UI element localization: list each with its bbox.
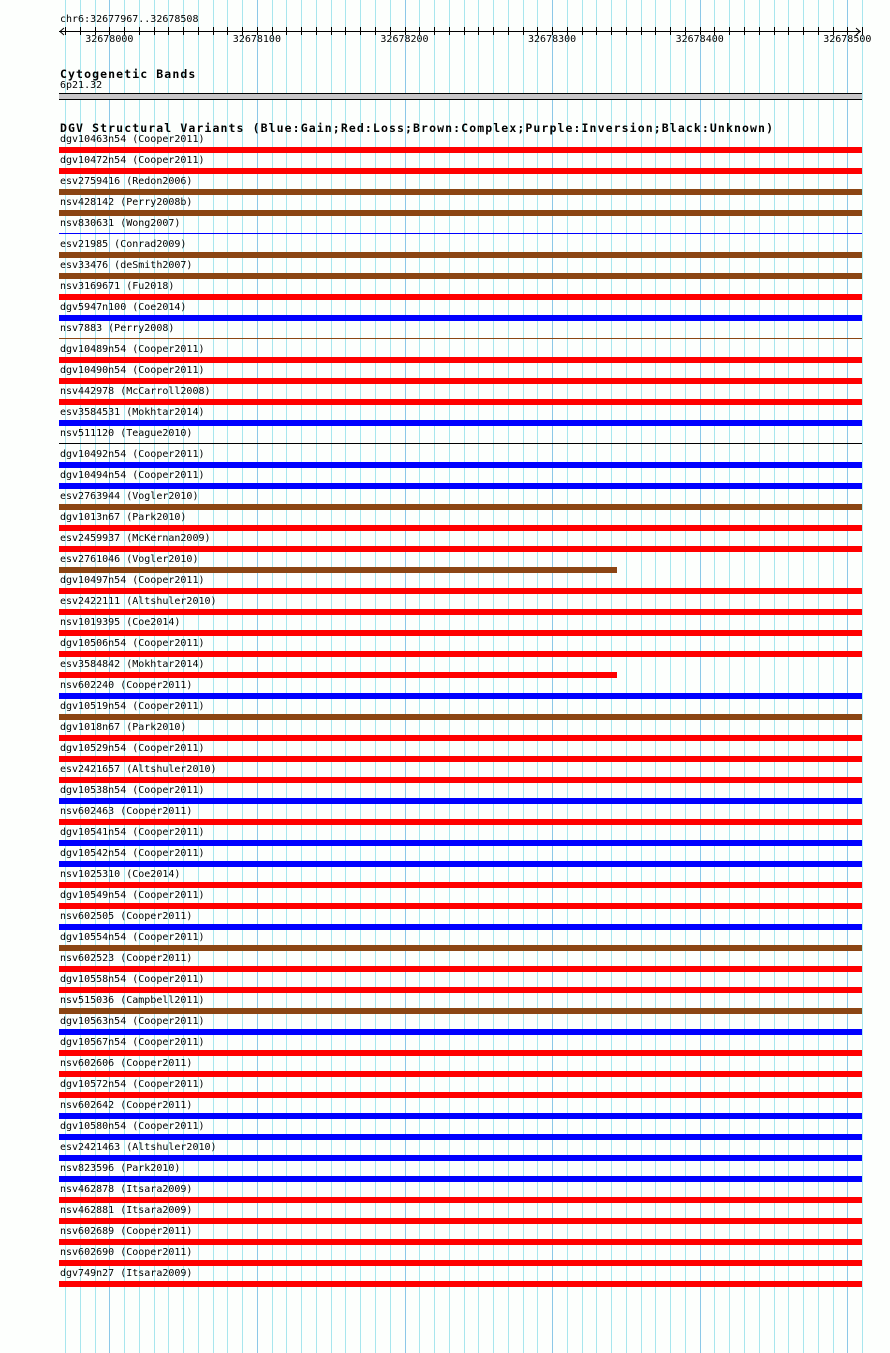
sv-feature-label[interactable]: dgv1018n67 (Park2010)	[60, 722, 187, 733]
sv-feature-label[interactable]: dgv10572n54 (Cooper2011)	[60, 1079, 205, 1090]
ruler-tick-label: 32678500	[823, 34, 872, 45]
ruler-tick-label: 32678200	[380, 34, 429, 45]
sv-feature-label[interactable]: nsv602463 (Cooper2011)	[60, 806, 193, 817]
sv-feature-label[interactable]: nsv823596 (Park2010)	[60, 1163, 181, 1174]
sv-feature-bar-red[interactable]	[59, 588, 862, 594]
sv-feature-bar-blue[interactable]	[59, 1155, 862, 1161]
sv-feature-label[interactable]: esv3584842 (Mokhtar2014)	[60, 659, 205, 670]
sv-feature-bar-blue[interactable]	[59, 1113, 862, 1119]
sv-feature-label[interactable]: nsv7883 (Perry2008)	[60, 323, 175, 334]
sv-feature-label[interactable]: esv2759416 (Redon2006)	[60, 176, 193, 187]
sv-feature-label[interactable]: esv21985 (Conrad2009)	[60, 239, 187, 250]
sv-feature-label[interactable]: dgv10463n54 (Cooper2011)	[60, 134, 205, 145]
sv-feature-bar-red[interactable]	[59, 147, 862, 153]
sv-feature-bar-brown[interactable]	[59, 1008, 862, 1014]
cytoband-bar[interactable]	[59, 93, 862, 100]
sv-feature-label[interactable]: dgv10492n54 (Cooper2011)	[60, 449, 205, 460]
sv-feature-bar-red[interactable]	[59, 882, 862, 888]
sv-feature-bar-red[interactable]	[59, 966, 862, 972]
ruler-tick-label: 32678300	[528, 34, 577, 45]
sv-feature-label[interactable]: esv2421657 (Altshuler2010)	[60, 764, 217, 775]
sv-feature-label[interactable]: nsv428142 (Perry2008b)	[60, 197, 193, 208]
sv-feature-bar-black[interactable]	[59, 443, 862, 444]
sv-feature-label[interactable]: esv2459937 (McKernan2009)	[60, 533, 211, 544]
sv-feature-bar-red[interactable]	[59, 1239, 862, 1245]
cytoband-track-title[interactable]: Cytogenetic Bands	[60, 67, 197, 81]
sv-feature-label[interactable]: dgv10490n54 (Cooper2011)	[60, 365, 205, 376]
sv-feature-label[interactable]: dgv10538n54 (Cooper2011)	[60, 785, 205, 796]
sv-feature-bar-brown[interactable]	[59, 945, 862, 951]
sv-feature-bar-blue[interactable]	[59, 693, 862, 699]
sv-feature-label[interactable]: nsv1025310 (Coe2014)	[60, 869, 181, 880]
sv-feature-label[interactable]: nsv462878 (Itsara2009)	[60, 1184, 193, 1195]
sv-feature-label[interactable]: dgv10497n54 (Cooper2011)	[60, 575, 205, 586]
sv-feature-label[interactable]: esv2421463 (Altshuler2010)	[60, 1142, 217, 1153]
sv-feature-bar-blue[interactable]	[59, 798, 862, 804]
sv-feature-bar-brown[interactable]	[59, 273, 862, 279]
sv-feature-label[interactable]: dgv10506n54 (Cooper2011)	[60, 638, 205, 649]
ruler-tick-label: 32678400	[675, 34, 724, 45]
ruler-tick-label: 32678100	[232, 34, 281, 45]
sv-feature-label[interactable]: nsv511120 (Teague2010)	[60, 428, 193, 439]
sv-feature-label[interactable]: esv2763944 (Vogler2010)	[60, 491, 199, 502]
sv-feature-label[interactable]: dgv10529n54 (Cooper2011)	[60, 743, 205, 754]
sv-feature-bar-red[interactable]	[59, 378, 862, 384]
sv-feature-label[interactable]: dgv5947n100 (Coe2014)	[60, 302, 187, 313]
sv-feature-bar-brown[interactable]	[59, 252, 862, 258]
sv-feature-bar-red[interactable]	[59, 294, 862, 300]
sv-feature-bar-red[interactable]	[59, 1260, 862, 1266]
sv-feature-bar-red[interactable]	[59, 735, 862, 741]
sv-feature-label[interactable]: nsv602240 (Cooper2011)	[60, 680, 193, 691]
sv-feature-label[interactable]: nsv515036 (Campbell2011)	[60, 995, 205, 1006]
sv-feature-bar-red[interactable]	[59, 1071, 862, 1077]
sv-feature-bar-red[interactable]	[59, 903, 862, 909]
sv-feature-label[interactable]: dgv10549n54 (Cooper2011)	[60, 890, 205, 901]
sv-feature-bar-red[interactable]	[59, 987, 862, 993]
sv-feature-label[interactable]: esv3584531 (Mokhtar2014)	[60, 407, 205, 418]
sv-feature-label[interactable]: dgv749n27 (Itsara2009)	[60, 1268, 193, 1279]
sv-feature-bar-red[interactable]	[59, 357, 862, 363]
sv-feature-label[interactable]: dgv10567n54 (Cooper2011)	[60, 1037, 205, 1048]
sv-feature-label[interactable]: nsv602523 (Cooper2011)	[60, 953, 193, 964]
cytoband-label: 6p21.32	[60, 80, 103, 91]
sv-feature-bar-red[interactable]	[59, 1281, 862, 1287]
sv-feature-bar-red[interactable]	[59, 1050, 862, 1056]
sv-feature-bar-red[interactable]	[59, 546, 862, 552]
sv-feature-bar-brown[interactable]	[59, 714, 862, 720]
sv-feature-bar-brown[interactable]	[59, 504, 862, 510]
sv-feature-bar-blue[interactable]	[59, 924, 862, 930]
sv-feature-bar-brown[interactable]	[59, 567, 617, 573]
sv-feature-label[interactable]: esv2761046 (Vogler2010)	[60, 554, 199, 565]
sv-feature-bar-red[interactable]	[59, 672, 617, 678]
sv-feature-bar-red[interactable]	[59, 1197, 862, 1203]
ruler-tick-label: 32678000	[85, 34, 134, 45]
sv-feature-label[interactable]: nsv602689 (Cooper2011)	[60, 1226, 193, 1237]
sv-feature-label[interactable]: dgv10558n54 (Cooper2011)	[60, 974, 205, 985]
sv-feature-bar-blue[interactable]	[59, 315, 862, 321]
sv-feature-bar-brown[interactable]	[59, 210, 862, 216]
sv-feature-label[interactable]: dgv10541n54 (Cooper2011)	[60, 827, 205, 838]
sv-feature-bar-red[interactable]	[59, 609, 862, 615]
sv-feature-label[interactable]: nsv462881 (Itsara2009)	[60, 1205, 193, 1216]
sv-feature-label[interactable]: nsv602642 (Cooper2011)	[60, 1100, 193, 1111]
sv-feature-label[interactable]: dgv10519n54 (Cooper2011)	[60, 701, 205, 712]
sv-feature-bar-blue[interactable]	[59, 1134, 862, 1140]
sv-feature-bar-brown[interactable]	[59, 338, 862, 339]
sv-feature-label[interactable]: dgv10554n54 (Cooper2011)	[60, 932, 205, 943]
sv-feature-label[interactable]: dgv10542n54 (Cooper2011)	[60, 848, 205, 859]
sv-feature-bar-blue[interactable]	[59, 840, 862, 846]
sv-feature-bar-blue[interactable]	[59, 420, 862, 426]
sv-feature-bar-blue[interactable]	[59, 861, 862, 867]
sv-feature-label[interactable]: dgv10472n54 (Cooper2011)	[60, 155, 205, 166]
sv-feature-label[interactable]: nsv602690 (Cooper2011)	[60, 1247, 193, 1258]
sv-feature-bar-red[interactable]	[59, 651, 862, 657]
sv-feature-label[interactable]: dgv1013n67 (Park2010)	[60, 512, 187, 523]
sv-feature-label[interactable]: esv2422111 (Altshuler2010)	[60, 596, 217, 607]
sv-feature-bar-red[interactable]	[59, 630, 862, 636]
sv-feature-bar-brown[interactable]	[59, 189, 862, 195]
sv-feature-label[interactable]: nsv830631 (Wong2007)	[60, 218, 181, 229]
sv-track-title[interactable]: DGV Structural Variants (Blue:Gain;Red:Loss;Brown:Complex;Purple:Inversion;Black:Unknown)	[60, 121, 775, 135]
sv-feature-bar-blue[interactable]	[59, 462, 862, 468]
sv-feature-bar-red[interactable]	[59, 525, 862, 531]
sv-feature-bar-red[interactable]	[59, 168, 862, 174]
sv-feature-bar-red[interactable]	[59, 1092, 862, 1098]
sv-feature-bar-red[interactable]	[59, 819, 862, 825]
sv-feature-label[interactable]: nsv602606 (Cooper2011)	[60, 1058, 193, 1069]
sv-feature-bar-blue[interactable]	[59, 483, 862, 489]
sv-feature-label[interactable]: esv33476 (deSmith2007)	[60, 260, 193, 271]
sv-feature-bar-blue[interactable]	[59, 1029, 862, 1035]
sv-feature-label[interactable]: nsv1019395 (Coe2014)	[60, 617, 181, 628]
sv-feature-label[interactable]: dgv10494n54 (Cooper2011)	[60, 470, 205, 481]
sv-feature-label[interactable]: nsv602505 (Cooper2011)	[60, 911, 193, 922]
location-label: chr6:32677967..32678508	[60, 14, 199, 25]
sv-feature-label[interactable]: dgv10563n54 (Cooper2011)	[60, 1016, 205, 1027]
sv-feature-bar-blue[interactable]	[59, 233, 862, 234]
sv-feature-label[interactable]: dgv10580n54 (Cooper2011)	[60, 1121, 205, 1132]
sv-feature-label[interactable]: dgv10489n54 (Cooper2011)	[60, 344, 205, 355]
sv-feature-label[interactable]: nsv442978 (McCarroll2008)	[60, 386, 211, 397]
sv-feature-bar-blue[interactable]	[59, 1176, 862, 1182]
sv-feature-bar-red[interactable]	[59, 777, 862, 783]
sv-feature-bar-red[interactable]	[59, 1218, 862, 1224]
sv-feature-bar-red[interactable]	[59, 399, 862, 405]
sv-feature-bar-red[interactable]	[59, 756, 862, 762]
sv-feature-label[interactable]: nsv3169671 (Fu2018)	[60, 281, 175, 292]
